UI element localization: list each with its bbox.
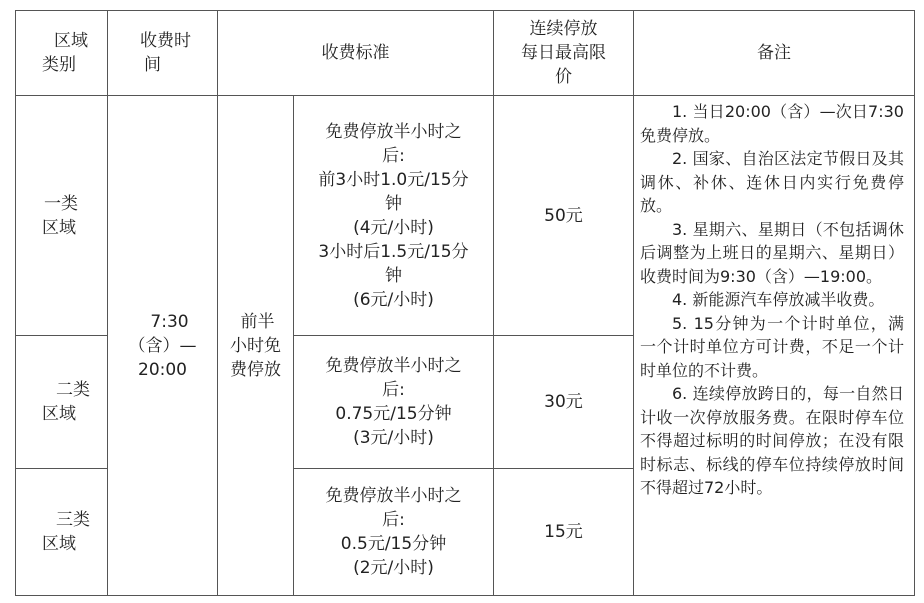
- standard-class1-line: 钟: [385, 265, 402, 286]
- standard-class1: [294, 96, 494, 336]
- free-period-line1: 前半: [240, 311, 275, 332]
- standard-class3-line: 后:: [382, 510, 405, 530]
- standard-class1-line: 前3小时1.0元/15分: [318, 169, 469, 190]
- header-area-line1: 区域: [54, 31, 88, 51]
- header-daily-max: [494, 11, 634, 96]
- free-period-line2: 小时免: [230, 335, 281, 356]
- header-time-line2: 间: [144, 55, 161, 75]
- note-item-5: 5. 15分钟为一个计时单位，满一个计时单位方可计费，不足一个计时单位的不计费。: [640, 313, 904, 380]
- standard-class1-line: 免费停放半小时之: [325, 121, 462, 142]
- standard-class2-line: 0.75元/15分钟: [335, 404, 452, 424]
- header-row: [16, 11, 915, 96]
- note-item-6: 6. 连续停放跨日的，每一自然日计收一次停放服务费。在限时停车位不得超过标明的时间停放；在没有限时标志、标线的停车位持续停放时间不得超过72小时。: [640, 384, 904, 497]
- standard-class2-line: (3元/小时): [353, 428, 434, 448]
- charge-time-line2: （含）—: [128, 335, 197, 356]
- standard-class1-line: 钟: [385, 193, 402, 214]
- area-class2-line1: 二类: [56, 380, 90, 400]
- parking-fee-table: [15, 10, 915, 596]
- free-period-cell: [218, 96, 294, 596]
- note-item-3: 3. 星期六、星期日（不包括调休后调整为上班日的星期六、星期日）收费时间为9:30（含）—19:00。: [640, 219, 904, 286]
- note-item-2: 2. 国家、自治区法定节假日及其调休、补休、连休日内实行免费停放。: [640, 149, 904, 215]
- notes-cell: [634, 96, 915, 596]
- header-max-line2: 每日最高限: [521, 43, 606, 63]
- header-max-line1: 连续停放: [529, 19, 598, 39]
- header-charge-standard: 收费标准: [218, 11, 494, 96]
- standard-class3-line: (2元/小时): [353, 558, 434, 578]
- standard-class2-line: 后:: [382, 380, 405, 400]
- charge-time-line1: 7:30: [150, 311, 189, 332]
- standard-class1-line: (6元/小时): [353, 289, 434, 310]
- header-max-line3: 价: [555, 67, 572, 87]
- area-class1: [16, 96, 108, 336]
- area-class3: [16, 469, 108, 596]
- max-class1: 50元: [494, 96, 634, 336]
- note-item-4: 4. 新能源汽车停放减半收费。: [672, 290, 885, 309]
- header-area-line2: 类别: [42, 55, 76, 75]
- standard-class3-line: 免费停放半小时之: [325, 486, 462, 506]
- charge-time-line3: 20:00: [138, 359, 187, 380]
- standard-class2-line: 免费停放半小时之: [325, 356, 462, 376]
- note-item-1: 1. 当日20:00（含）—次日7:30免费停放。: [640, 102, 904, 145]
- header-notes: 备注: [634, 11, 915, 96]
- area-class3-line1: 三类: [56, 510, 90, 530]
- standard-class2: [294, 336, 494, 469]
- area-class1-line1: 一类: [44, 193, 78, 214]
- header-charge-time: [108, 11, 218, 96]
- standard-class1-line: (4元/小时): [353, 217, 434, 238]
- standard-class1-line: 后:: [382, 145, 405, 166]
- header-area-category: [16, 11, 108, 96]
- standard-class1-line: 3小时后1.5元/15分: [318, 241, 469, 262]
- area-class2-line2: 区域: [42, 404, 76, 424]
- standard-class3-line: 0.5元/15分钟: [340, 534, 447, 554]
- free-period-line3: 费停放: [230, 359, 281, 380]
- area-class1-line2: 区域: [42, 217, 76, 238]
- max-class3: 15元: [494, 469, 634, 596]
- charge-time-cell: [108, 96, 218, 596]
- table-row-class1: [16, 96, 915, 336]
- max-class2: 30元: [494, 336, 634, 469]
- area-class3-line2: 区域: [42, 534, 76, 554]
- standard-class3: [294, 469, 494, 596]
- area-class2: [16, 336, 108, 469]
- header-time-line1: 收费时: [140, 31, 191, 51]
